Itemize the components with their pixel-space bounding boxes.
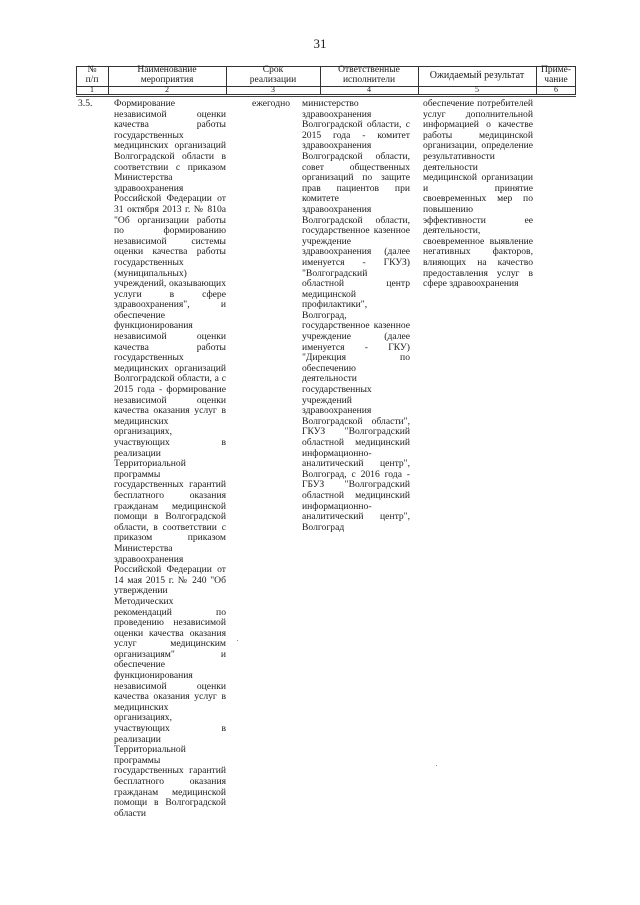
measure-name: Формирование независимой оценки качества работы государственных медицинских организаций Волгоградской области в соответствии с приказом Министерства здравоохранения Российской Федерации от 31 октября 2013 г. № 810а "Об организации работы по формированию независимой системы оценки качества работы государственных (муниципальных) учреждений, оказывающих услуги в сфере здравоохранения", и обеспечение функционирования независимой оценки качества работы государственных медицинских организаций Волгоградской области, а с 2015 года - формирование независимой оценки качества оказания услуг в медицинских организациях, участвующих в реализации Территориальной программы государственных гарантий бесплатного оказания гражданам медицинской помощи в Волгоградской области, в соответствии с приказом приказом Министерства здравоохранения Российской Федерации от 14 мая 2015 г. № 240 "Об утверждении Методических рекомендаций по проведению независимой оценки качества оказания услуг медицинским организациям" и обеспечение функционирования независимой оценки качества оказания услуг в медицинских организациях, участвующих в реализации Территориальной программы государственных гарантий бесплатного оказания гражданам медицинской помощи в Волгоградской области (114, 98, 226, 819)
column-number-5: 5 (475, 85, 479, 94)
measure-executors: министерство здравоохранения Волгоградской области, с 2015 года - комитет здравоохранения Волгоградской области, совет общественных организаций по защите прав пациентов при комитете здравоохранения Волгоградской области, государственное казенное учреждение здравоохранения (далее именуется - ГКУЗ) "Волгоградский областной центр медицинской профилактики", Волгоград, государственное казенное учреждение (далее именуется - ГКУ) "Дирекция по обеспечению деятельности государственных учреждений здравоохранения Волгоградской области", ГКУЗ "Волгоградский областной медицинский информационно-аналитический центр", Волгоград, с 2016 года - ГБУЗ "Волгоградский областной медицинский информационно-аналитический центр", Волгоград (302, 98, 410, 533)
row-divider (76, 96, 576, 97)
column-number-1: 1 (90, 85, 94, 94)
header-result: Ожидаемый результат (429, 70, 525, 81)
header-executors: Ответственные исполнители (338, 65, 400, 85)
header-note: Приме- чание (540, 65, 572, 85)
header-number: № п/п (85, 65, 99, 85)
header-name: Наименование мероприятия (137, 65, 197, 85)
page-number: 31 (313, 36, 327, 51)
column-number-4: 4 (367, 85, 371, 94)
measure-term: ежегодно (251, 98, 291, 109)
header-term: Срок реализации (249, 65, 297, 85)
column-number-3: 3 (271, 85, 275, 94)
scan-speck (436, 765, 437, 766)
measure-result: обеспечение потребителей услуг дополнительной информацией о качестве работы медицинской организации, определение результативности деятельности медицинской организации и принятие своевременных мер по повышению эффективности ее деятельности, своевременное выявление негативных факторов, влияющих на качество предоставления услуг в сфере здравоохранения (423, 98, 533, 290)
scan-speck (237, 640, 238, 641)
column-number-2: 2 (165, 85, 169, 94)
row-number: 3.5. (78, 98, 93, 109)
column-number-6: 6 (554, 85, 558, 94)
table-header (76, 66, 576, 94)
